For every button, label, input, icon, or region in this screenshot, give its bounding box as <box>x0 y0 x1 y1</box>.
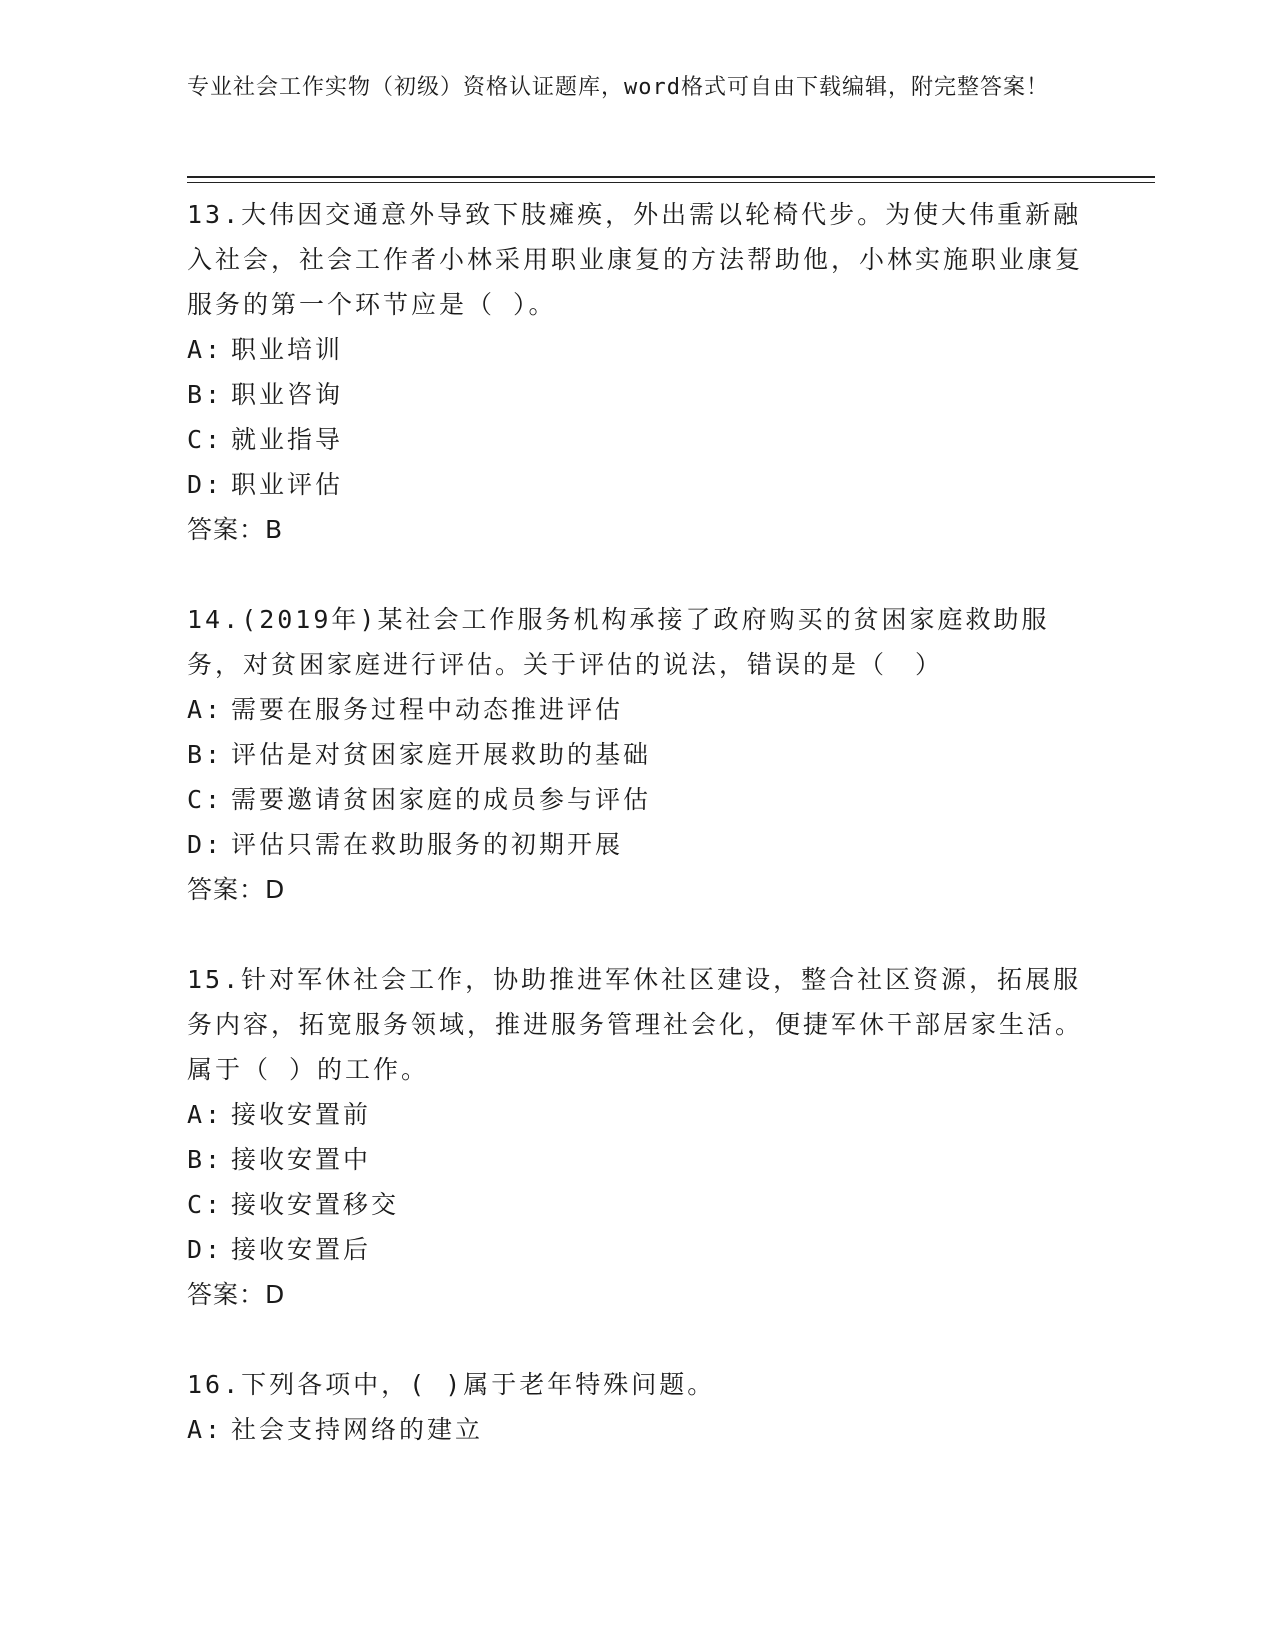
option-text: 职业培训 <box>231 335 344 364</box>
option-d <box>187 462 1087 507</box>
question-stem: 16.下列各项中，( )属于老年特殊问题。 <box>187 1370 716 1399</box>
option-b <box>187 732 1087 777</box>
option-c <box>187 417 1087 462</box>
option-text: 接收安置移交 <box>231 1190 400 1219</box>
option-a <box>187 687 1087 732</box>
answer-line: 答案：B <box>187 515 284 544</box>
option-a <box>187 1092 1087 1137</box>
option-d <box>187 822 1087 867</box>
option-label: D: <box>187 470 224 499</box>
header-divider-thick <box>187 176 1155 178</box>
option-text: 评估是对贫困家庭开展救助的基础 <box>231 740 652 769</box>
option-text: 职业咨询 <box>231 380 344 409</box>
option-label: B: <box>187 740 224 769</box>
question-14 <box>187 597 1087 912</box>
option-text: 需要邀请贫困家庭的成员参与评估 <box>231 785 652 814</box>
option-label: B: <box>187 1145 224 1174</box>
option-label: D: <box>187 830 224 859</box>
question-stem: 13.大伟因交通意外导致下肢瘫痪，外出需以轮椅代步。为使大伟重新融入社会，社会工作者小林采用职业康复的方法帮助他，小林实施职业康复服务的第一个环节应是（ ）。 <box>187 200 1084 319</box>
question-13 <box>187 192 1087 552</box>
option-text: 接收安置前 <box>231 1100 372 1129</box>
option-label: A: <box>187 695 224 724</box>
option-label: B: <box>187 380 224 409</box>
header-divider-thin <box>187 182 1155 183</box>
option-label: A: <box>187 335 224 364</box>
question-16 <box>187 1362 1087 1452</box>
option-b <box>187 372 1087 417</box>
spacer <box>187 552 1087 597</box>
option-d <box>187 1227 1087 1272</box>
option-c <box>187 1182 1087 1227</box>
option-text: 职业评估 <box>231 470 344 499</box>
option-label: A: <box>187 1100 224 1129</box>
answer-line: 答案：D <box>187 1280 286 1309</box>
option-a <box>187 327 1087 372</box>
option-text: 就业指导 <box>231 425 344 454</box>
question-stem: 15.针对军休社会工作，协助推进军休社区建设，整合社区资源，拓展服务内容，拓宽服务领域，推进服务管理社会化，便捷军休干部居家生活。属于（ ）的工作。 <box>187 965 1084 1084</box>
question-list <box>187 192 1087 1452</box>
option-text: 评估只需在救助服务的初期开展 <box>231 830 624 859</box>
option-label: D: <box>187 1235 224 1264</box>
answer-line: 答案：D <box>187 875 286 904</box>
option-text: 需要在服务过程中动态推进评估 <box>231 695 624 724</box>
option-label: C: <box>187 785 224 814</box>
document-header: 专业社会工作实物（初级）资格认证题库，word格式可自由下载编辑，附完整答案！ <box>187 75 1049 100</box>
spacer <box>187 1317 1087 1362</box>
spacer <box>187 912 1087 957</box>
option-label: A: <box>187 1415 224 1444</box>
option-text: 接收安置后 <box>231 1235 372 1264</box>
option-label: C: <box>187 1190 224 1219</box>
option-text: 接收安置中 <box>231 1145 372 1174</box>
option-c <box>187 777 1087 822</box>
question-stem: 14.(2019年)某社会工作服务机构承接了政府购买的贫困家庭救助服务，对贫困家庭进行评估。关于评估的说法，错误的是（ ） <box>187 605 1050 679</box>
option-text: 社会支持网络的建立 <box>231 1415 484 1444</box>
option-label: C: <box>187 425 224 454</box>
question-15 <box>187 957 1087 1317</box>
option-b <box>187 1137 1087 1182</box>
option-a <box>187 1407 1087 1452</box>
